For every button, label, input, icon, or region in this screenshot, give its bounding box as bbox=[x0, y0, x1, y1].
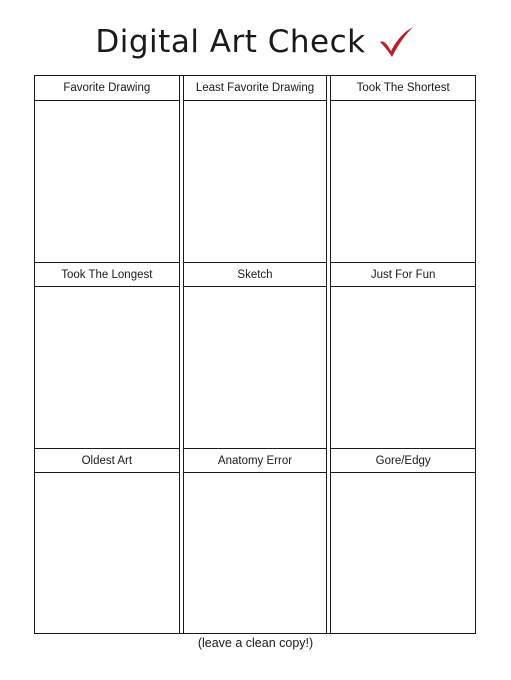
art-check-grid bbox=[34, 75, 476, 634]
cell-anatomy-error bbox=[183, 448, 328, 634]
cell-oldest-art bbox=[35, 448, 180, 634]
cell-label: Sketch bbox=[184, 262, 327, 287]
drawing-box[interactable] bbox=[35, 287, 179, 448]
title-row bbox=[0, 18, 511, 66]
cell-sketch bbox=[183, 262, 328, 448]
cell-label: Favorite Drawing bbox=[35, 76, 179, 101]
cell-label: Gore/Edgy bbox=[331, 448, 475, 473]
page-title: Digital Art Check bbox=[95, 24, 366, 60]
footer-note: (leave a clean copy!) bbox=[197, 636, 314, 650]
drawing-box[interactable] bbox=[331, 101, 475, 262]
cell-label: Took The Shortest bbox=[331, 76, 475, 101]
cell-took-the-longest bbox=[35, 262, 180, 448]
cell-just-for-fun bbox=[330, 262, 475, 448]
drawing-box[interactable] bbox=[184, 101, 327, 262]
cell-least-favorite-drawing bbox=[183, 76, 328, 262]
cell-label: Took The Longest bbox=[35, 262, 179, 287]
cell-label: Least Favorite Drawing bbox=[184, 76, 327, 101]
drawing-box[interactable] bbox=[35, 473, 179, 634]
drawing-box[interactable] bbox=[35, 101, 179, 262]
drawing-box[interactable] bbox=[331, 473, 475, 634]
cell-favorite-drawing bbox=[35, 76, 180, 262]
cell-took-the-shortest bbox=[330, 76, 475, 262]
drawing-box[interactable] bbox=[184, 473, 327, 634]
drawing-box[interactable] bbox=[184, 287, 327, 448]
checkmark-icon bbox=[376, 22, 416, 62]
cell-gore-edgy bbox=[330, 448, 475, 634]
drawing-box[interactable] bbox=[331, 287, 475, 448]
cell-label: Just For Fun bbox=[331, 262, 475, 287]
cell-label: Anatomy Error bbox=[184, 448, 327, 473]
cell-label: Oldest Art bbox=[35, 448, 179, 473]
